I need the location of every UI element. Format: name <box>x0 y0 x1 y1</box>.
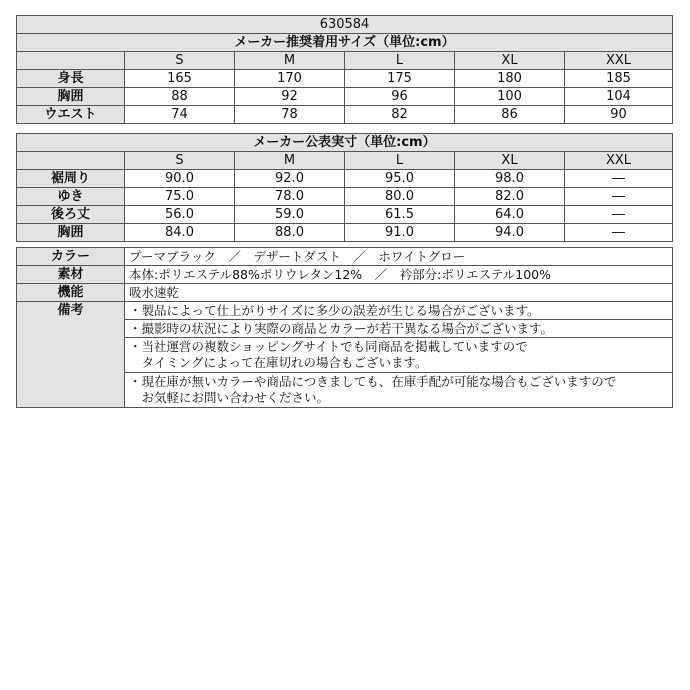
table-cell: 100 <box>455 88 565 106</box>
table-cell: 78.0 <box>235 188 345 206</box>
size-header: XXL <box>565 52 673 70</box>
table-row <box>17 88 673 106</box>
table-row <box>17 248 673 266</box>
row-label: 胸囲 <box>17 88 125 106</box>
note-line: ・現在庫が無いカラーや商品につきましても、在庫手配が可能な場合もございますので <box>129 374 617 389</box>
table-row <box>17 206 673 224</box>
table-cell: ― <box>565 170 673 188</box>
row-label: 胸囲 <box>17 224 125 242</box>
note-item: ・撮影時の状況により実際の商品とカラーが若干異なる場合がございます。 <box>125 320 673 338</box>
row-label: 後ろ丈 <box>17 206 125 224</box>
row-label: 裾周り <box>17 170 125 188</box>
row-label: ウエスト <box>17 106 125 124</box>
size-header: S <box>125 152 235 170</box>
table-cell: 78 <box>235 106 345 124</box>
material-label: 素材 <box>17 266 125 284</box>
table-cell: 90.0 <box>125 170 235 188</box>
actual-size-title: メーカー公表実寸（単位:cm） <box>17 134 673 152</box>
table-row <box>17 284 673 302</box>
size-header: L <box>345 152 455 170</box>
color-value: プーマブラック ／ デザートダスト ／ ホワイトグロー <box>125 248 673 266</box>
table-cell: 88 <box>125 88 235 106</box>
note-line: タイミングによって在庫切れの場合もございます。 <box>129 355 428 370</box>
notes-label: 備考 <box>17 302 125 408</box>
recommended-size-table <box>16 15 673 124</box>
recommended-size-title: メーカー推奨着用サイズ（単位:cm） <box>17 34 673 52</box>
table-row <box>17 70 673 88</box>
function-value: 吸水速乾 <box>125 284 673 302</box>
actual-size-table <box>16 133 673 242</box>
corner-cell <box>17 52 125 70</box>
table-cell: 96 <box>345 88 455 106</box>
table-cell: 98.0 <box>455 170 565 188</box>
table-cell: 84.0 <box>125 224 235 242</box>
product-details-table <box>16 247 673 408</box>
size-header: XXL <box>565 152 673 170</box>
note-item <box>125 373 673 408</box>
table-cell: ― <box>565 206 673 224</box>
note-line: お気軽にお問い合わせください。 <box>129 390 330 405</box>
table-cell: 56.0 <box>125 206 235 224</box>
product-code: 630584 <box>17 16 673 34</box>
table-cell: 92 <box>235 88 345 106</box>
table-cell: 61.5 <box>345 206 455 224</box>
table-cell: 82.0 <box>455 188 565 206</box>
table-cell: 86 <box>455 106 565 124</box>
corner-cell <box>17 152 125 170</box>
function-label: 機能 <box>17 284 125 302</box>
size-header: S <box>125 52 235 70</box>
table-cell: 170 <box>235 70 345 88</box>
table-row <box>17 224 673 242</box>
table-cell: 175 <box>345 70 455 88</box>
table-cell: 64.0 <box>455 206 565 224</box>
table-cell: 59.0 <box>235 206 345 224</box>
table-row <box>17 106 673 124</box>
size-header: XL <box>455 52 565 70</box>
note-line: ・当社運営の複数ショッピングサイトでも同商品を掲載していますので <box>129 339 528 354</box>
table-row <box>17 188 673 206</box>
table-cell: 80.0 <box>345 188 455 206</box>
table-row <box>17 170 673 188</box>
size-header: XL <box>455 152 565 170</box>
table-cell: ― <box>565 188 673 206</box>
table-cell: 90 <box>565 106 673 124</box>
size-header: M <box>235 152 345 170</box>
table-cell: 185 <box>565 70 673 88</box>
table-row <box>17 302 673 320</box>
color-label: カラー <box>17 248 125 266</box>
table-cell: 92.0 <box>235 170 345 188</box>
table-cell: 74 <box>125 106 235 124</box>
table-cell: 180 <box>455 70 565 88</box>
table-row <box>17 266 673 284</box>
table-cell: 91.0 <box>345 224 455 242</box>
table-cell: 104 <box>565 88 673 106</box>
material-value: 本体:ポリエステル88%ポリウレタン12% ／ 衿部分:ポリエステル100% <box>125 266 673 284</box>
note-item: ・製品によって仕上がりサイズに多少の誤差が生じる場合がございます。 <box>125 302 673 320</box>
table-cell: 94.0 <box>455 224 565 242</box>
table-cell: ― <box>565 224 673 242</box>
note-item <box>125 338 673 373</box>
table-cell: 82 <box>345 106 455 124</box>
table-cell: 165 <box>125 70 235 88</box>
table-cell: 75.0 <box>125 188 235 206</box>
size-header: M <box>235 52 345 70</box>
row-label: 身長 <box>17 70 125 88</box>
table-cell: 95.0 <box>345 170 455 188</box>
table-cell: 88.0 <box>235 224 345 242</box>
row-label: ゆき <box>17 188 125 206</box>
size-header: L <box>345 52 455 70</box>
